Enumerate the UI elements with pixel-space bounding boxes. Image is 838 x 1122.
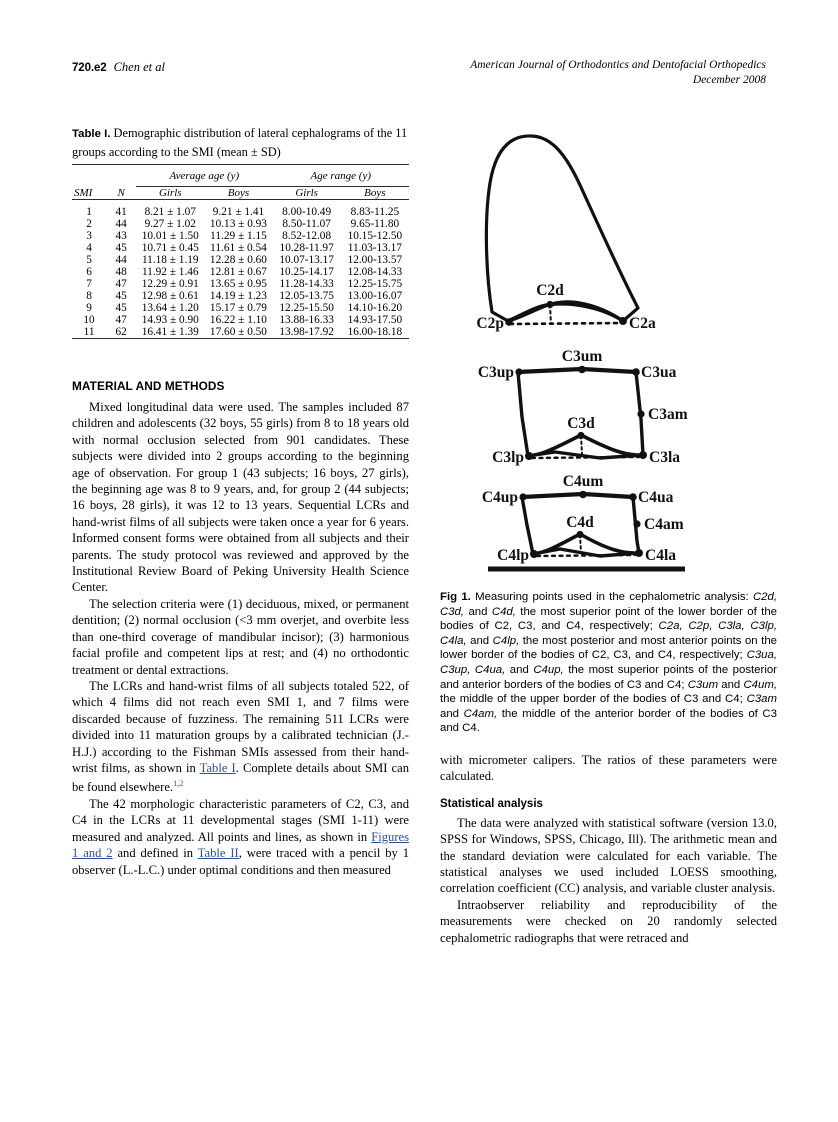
caption-term: C2d, C3d, [440, 591, 778, 618]
cell-average-age-boys: 9.21 ± 1.41 [212, 206, 265, 218]
label-c3d: C3d [567, 415, 595, 432]
figure-1-image [440, 125, 777, 580]
table-row [72, 314, 409, 326]
cell-age-range-girls: 13.98-17.92 [279, 326, 334, 338]
figure-1-caption [440, 590, 777, 736]
point-c3um [578, 366, 586, 374]
point-c3up [515, 368, 522, 375]
running-head [72, 58, 766, 98]
cell-age-range-girls: 8.50-11.07 [282, 218, 331, 230]
cell-age-range-boys: 10.15-12.50 [347, 230, 403, 242]
label-c3la: C3la [649, 449, 680, 466]
running-head-left [72, 58, 165, 76]
c3-vertebra-group [515, 366, 647, 460]
table-row [72, 326, 409, 339]
c4-baseline-dotted [537, 555, 635, 556]
cell-n: 43 [115, 230, 127, 242]
issue-date: December 2008 [692, 74, 766, 86]
label-c3lp: C3lp [492, 449, 524, 466]
point-c2a [619, 317, 627, 325]
cell-smi: 1 [86, 206, 92, 218]
cell-smi: 4 [86, 242, 92, 254]
page-folio: 720.e2 [72, 62, 107, 74]
c3-outline [518, 369, 643, 458]
cell-average-age-girls: 8.21 ± 1.07 [144, 206, 196, 218]
section-heading-material-methods: MATERIAL AND METHODS [72, 379, 225, 393]
caption-text: the most superior points of the posterior and anterior borders of the bodies of C3 and C4; [440, 663, 777, 691]
group-header-spacer-n [106, 170, 136, 182]
table-row [72, 290, 409, 302]
label-c3am: C3am [648, 406, 688, 423]
point-c2p [505, 318, 513, 326]
cell-age-range-boys: 14.10-16.20 [347, 302, 403, 314]
label-c4up: C4up [481, 489, 518, 506]
cell-average-age-girls: 13.64 ± 1.20 [141, 302, 199, 314]
cell-average-age-boys: 11.29 ± 1.15 [210, 230, 267, 242]
cell-smi: 2 [86, 218, 92, 230]
p4-text-a: The 42 morphologic characteristic parameters of C2, C3, and C4 in the LCRs at 11 developmental stages (SMI 1-11) were measured and analyzed. All points and lines, as shown in [72, 796, 409, 844]
group-header-average-age: Average age (y) [169, 170, 240, 182]
point-c4d [576, 531, 583, 538]
label-c3um: C3um [561, 348, 603, 365]
citation-ref-1-2[interactable]: 1,2 [173, 779, 184, 789]
cell-n: 41 [115, 206, 127, 218]
running-head-right [470, 58, 766, 88]
cell-average-age-boys: 14.19 ± 1.23 [209, 290, 267, 302]
table-footer [72, 339, 409, 344]
table-row [72, 302, 409, 314]
table-row [72, 242, 409, 254]
cell-age-range-girls: 12.25-15.50 [279, 302, 334, 314]
figure-label: Fig 1. [440, 591, 471, 603]
point-c4ua [629, 493, 637, 501]
caption-text: and [466, 634, 493, 647]
cell-smi: 7 [86, 278, 92, 290]
table-row [72, 254, 409, 266]
cell-age-range-girls: 13.88-16.33 [279, 314, 334, 326]
material-and-methods-section [72, 379, 409, 878]
table-row [72, 278, 409, 290]
cell-age-range-girls: 11.28-14.33 [279, 278, 334, 290]
paragraph-intraobserver: Intraobserver reliability and reproducibility of the measurements were checked on 20 randomly selected cephalometric radiographs that were retraced and [440, 897, 777, 945]
left-column [72, 125, 409, 878]
figure-caption-text [440, 591, 777, 734]
label-c2d: C2d [536, 282, 564, 299]
col-header-smi: SMI [74, 186, 93, 199]
cell-age-range-girls: 10.25-14.17 [279, 266, 334, 278]
table-data-rows [72, 206, 409, 339]
cell-smi: 11 [83, 326, 95, 338]
col-header-range-girls: Girls [295, 187, 318, 199]
cell-age-range-boys: 12.08-14.33 [347, 266, 403, 278]
cell-average-age-girls: 12.29 ± 0.91 [141, 278, 199, 290]
table-group-header-row [72, 170, 409, 182]
point-c3am [637, 410, 644, 417]
subheading-statistical-analysis: Statistical analysis [440, 797, 543, 810]
link-table-ii[interactable]: Table II [197, 846, 239, 861]
label-c4am: C4am [644, 516, 684, 533]
caption-term: C3um [687, 678, 719, 691]
demographic-table [72, 164, 409, 343]
cell-age-range-boys: 16.00-18.18 [347, 326, 403, 338]
point-c4am [633, 520, 640, 527]
label-c4ua: C4ua [638, 489, 674, 506]
point-c4la [635, 549, 643, 557]
caption-text: the middle of the anterior border of the bodies of C3 and C4. [440, 707, 777, 735]
col-header-n: N [117, 186, 125, 199]
cell-smi: 9 [86, 302, 92, 314]
point-c3d [577, 432, 584, 439]
table-row [72, 266, 409, 278]
c2-baseline-dotted [510, 323, 622, 324]
cell-age-range-boys: 11.03-13.17 [347, 242, 402, 254]
cell-smi: 8 [86, 290, 92, 302]
cell-average-age-boys: 13.65 ± 0.95 [209, 278, 267, 290]
caption-text: and [505, 663, 534, 676]
caption-term: C4d, [491, 605, 516, 618]
caption-text: and [440, 707, 464, 720]
table-column-header-row [72, 187, 409, 200]
p4-text-b: and defined in [112, 846, 198, 861]
cell-age-range-boys: 14.93-17.50 [347, 314, 403, 326]
cell-average-age-girls: 10.71 ± 0.45 [141, 242, 199, 254]
paragraph-parameters [72, 796, 409, 878]
label-c2p: C2p [476, 315, 504, 332]
cell-average-age-boys: 12.28 ± 0.60 [209, 254, 267, 266]
caption-text: the most superior point of the lower border of the bodies of C2, C3, and C4, respectively; [440, 605, 777, 633]
group-header-spacer-smi [72, 170, 106, 182]
point-c4lp [530, 550, 538, 558]
label-c3up: C3up [477, 364, 514, 381]
cell-age-range-girls: 10.07-13.17 [279, 254, 334, 266]
label-c4la: C4la [645, 547, 676, 564]
p4-text-c: , were traced with a pencil by 1 observer (L.-L.C.) under optimal conditions and then measured [72, 846, 410, 877]
label-c4um: C4um [562, 473, 604, 490]
cell-smi: 5 [86, 254, 92, 266]
cell-age-range-boys: 13.00-16.07 [347, 290, 403, 302]
caption-term: C2a, C2p, C3la, C3lp, C4la, [440, 620, 777, 647]
paragraph-samples: Mixed longitudinal data were used. The samples included 87 children and adolescents (32 boys, 55 girls) from 8 to 18 years old with normal occlusion selected from 901 candidates. These subjects were divided into 2 groups according to the beginning age of observation. For group 1 (43 subjects; 16 boys, 27 girls), the beginning age was 8 to 9 years, and, for group 2 (44 subjects; 16 boys, 28 girls), it was 12 to 13 years. Sequential LCRs and hand-wrist films of all subjects were taken once a year for 6 years. Informed consent forms were obtained from all subjects and their parents. The study protocol was reviewed and approved by the Institutional Review Board of Peking University Health Science Center. [72, 400, 409, 595]
link-figures-1-and-2[interactable]: Figures 1 and 2 [72, 829, 409, 861]
cell-average-age-girls: 11.18 ± 1.19 [141, 254, 199, 266]
cell-average-age-girls: 11.92 ± 1.46 [141, 266, 199, 278]
label-c4d: C4d [566, 514, 594, 531]
cell-age-range-girls: 10.28-11.97 [279, 242, 334, 254]
table-row [72, 206, 409, 218]
cell-average-age-girls: 12.98 ± 0.61 [141, 290, 199, 302]
cell-average-age-girls: 10.01 ± 1.50 [141, 230, 199, 242]
caption-text: and [464, 605, 492, 618]
cell-average-age-boys: 10.13 ± 0.93 [209, 218, 267, 230]
c3-baseline-dotted [532, 457, 639, 458]
cell-n: 44 [115, 254, 127, 266]
cell-n: 62 [115, 326, 127, 338]
caption-text: Measuring points used in the cephalometric analysis: [475, 591, 753, 603]
table-rule-bottom [72, 339, 409, 344]
table-caption [72, 125, 409, 161]
cell-average-age-boys: 11.61 ± 0.54 [210, 242, 267, 254]
cell-average-age-boys: 17.60 ± 0.50 [209, 326, 267, 338]
link-table-i[interactable]: Table I [199, 760, 236, 775]
cell-n: 45 [115, 302, 127, 314]
cell-age-range-boys: 9.65-11.80 [350, 218, 400, 230]
cell-age-range-boys: 8.83-11.25 [350, 206, 400, 218]
caption-term: C4um, [743, 678, 777, 691]
table-caption-text: Demographic distribution of lateral cephalograms of the 11 groups according to the SMI (mean ± SD) [72, 126, 408, 159]
cell-average-age-boys: 12.81 ± 0.67 [209, 266, 267, 278]
cell-average-age-girls: 16.41 ± 1.39 [141, 326, 199, 338]
cell-n: 44 [115, 218, 127, 230]
table-row [72, 230, 409, 242]
cell-average-age-girls: 9.27 ± 1.02 [144, 218, 196, 230]
right-column-text [440, 752, 777, 946]
caption-text: and [718, 678, 744, 691]
point-c4um [579, 491, 587, 499]
journal-name: American Journal of Orthodontics and Dentofacial Orthopedics [470, 59, 766, 71]
col-header-avg-boys: Boys [227, 187, 250, 199]
cell-n: 47 [115, 314, 127, 326]
table-label: Table I. [72, 128, 111, 140]
table-row [72, 218, 409, 230]
cell-age-range-girls: 8.00-10.49 [282, 206, 332, 218]
paragraph-statistical-software: The data were analyzed with statistical software (version 13.0, SPSS for Windows, SPSS, Chicago, Ill). The arithmetic mean and the standard deviation were calculated for each variable. The statistical analyses we used included LOESS smoothing, correlation coefficient (CC) analysis, and variable cluster analysis. [440, 815, 777, 896]
point-c3lp [525, 452, 533, 460]
label-c2a: C2a [629, 315, 656, 332]
paragraph-micrometer: with micrometer calipers. The ratios of these parameters were calculated. [440, 752, 777, 784]
cell-average-age-boys: 15.17 ± 0.79 [209, 302, 267, 314]
running-head-authors: Chen et al [113, 60, 165, 74]
caption-term: C4up, [533, 663, 564, 676]
cell-age-range-girls: 12.05-13.75 [279, 290, 334, 302]
cell-smi: 6 [86, 266, 92, 278]
group-header-age-range: Age range (y) [310, 170, 372, 182]
caption-text: the most posterior and most anterior points on the lower border of the bodies of C2, C3, and C4, respectively; [440, 634, 777, 662]
table-body [72, 165, 409, 207]
point-c3la [639, 451, 647, 459]
p3-text-b: . Complete details about SMI can be found elsewhere. [72, 760, 409, 795]
cell-smi: 3 [86, 230, 92, 242]
caption-term: C4am, [463, 707, 498, 720]
cell-age-range-boys: 12.00-13.57 [347, 254, 403, 266]
paragraph-selection-criteria: The selection criteria were (1) deciduous, mixed, or permanent dentition; (2) normal occlusion (<3 mm overjet, and overbite less than one-third coverage of mandibular incisor); (3) harmonious facial profile and competent lips at rest; and (4) no orthodontic treatment or dental extractions. [72, 596, 409, 677]
cell-n: 48 [115, 266, 127, 278]
p3-text-a: The LCRs and hand-wrist films of all subjects totaled 522, of which 4 films did not reach even SMI 1, and 7 films were discarded because of fuzziness. The remaining 511 LCRs were divided into 11 maturation groups by a calibrated technician (J.-H.J.) according to the Fishman SMIs assessed from their hand-wrist films, as shown in [72, 678, 409, 775]
cervical-vertebrae-diagram [440, 125, 777, 580]
point-c4up [519, 493, 526, 500]
label-c4lp: C4lp [497, 547, 529, 564]
cell-age-range-girls: 8.52-12.08 [282, 230, 332, 242]
cell-average-age-girls: 14.93 ± 0.90 [141, 314, 199, 326]
cell-n: 45 [115, 242, 127, 254]
cell-age-range-boys: 12.25-15.75 [347, 278, 403, 290]
right-column [440, 125, 777, 946]
col-header-avg-girls: Girls [158, 187, 182, 199]
label-c3ua: C3ua [641, 364, 677, 381]
cell-smi: 10 [83, 314, 95, 326]
cell-n: 47 [115, 278, 127, 290]
cell-average-age-boys: 16.22 ± 1.10 [209, 314, 267, 326]
paragraph-lcrs-maturation [72, 678, 409, 796]
caption-term: C3ua, C3up, C4ua, [440, 649, 777, 676]
caption-term: C3am [746, 693, 777, 706]
caption-term: C4lp, [492, 634, 520, 647]
point-c3ua [632, 368, 640, 376]
col-header-range-boys: Boys [364, 187, 386, 199]
cell-n: 45 [115, 290, 127, 302]
caption-text: the middle of the upper border of the bodies of C3 and C4; [440, 693, 747, 706]
point-c2d [546, 301, 553, 308]
